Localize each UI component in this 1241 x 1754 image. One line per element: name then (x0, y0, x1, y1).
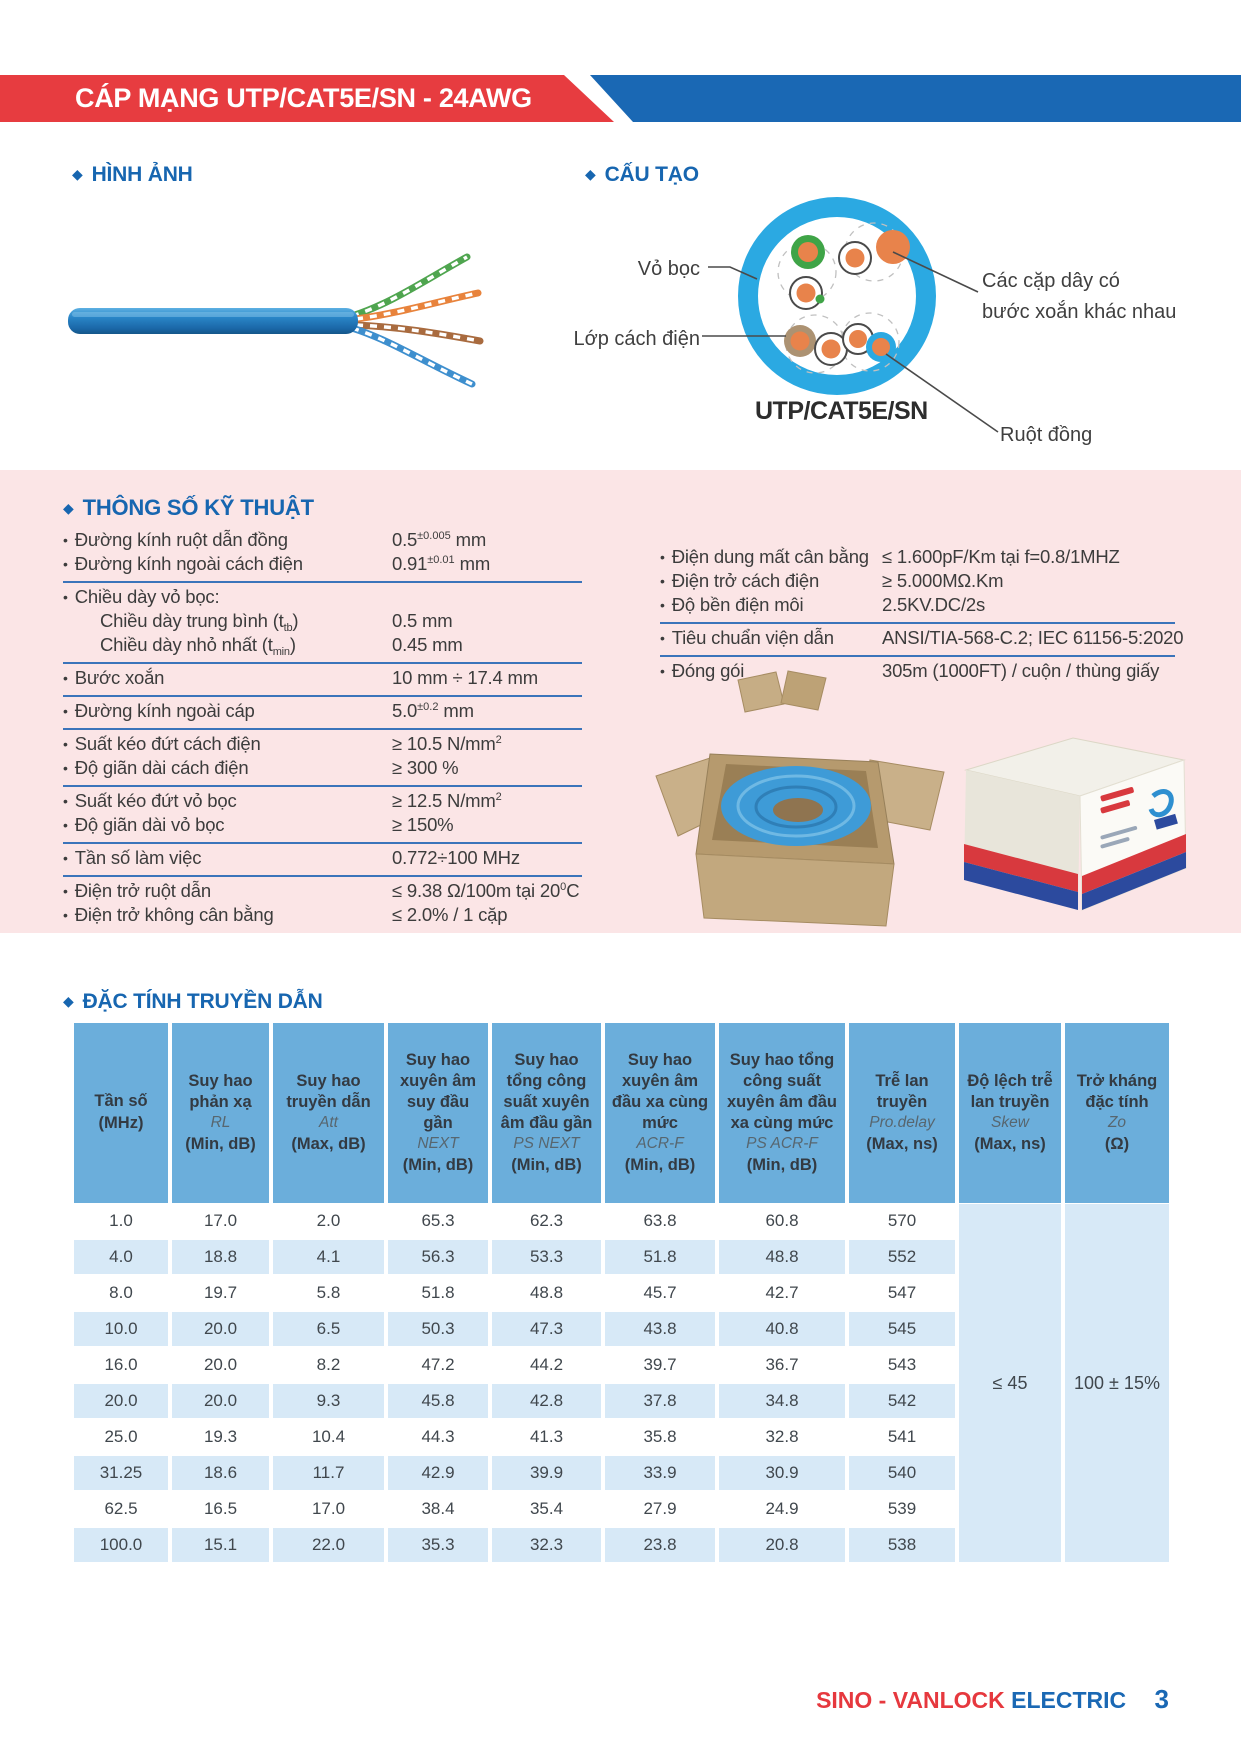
packaging-photos (648, 668, 1198, 930)
spec-row (63, 528, 582, 552)
spec-row (63, 699, 582, 723)
spec-value-superscript: 2 (495, 791, 502, 803)
spec-label: Độ giãn dài cách điện (74, 757, 249, 778)
spec-label: Điện trở ruột dẫn (74, 880, 211, 901)
spec-label: Điện dung mất cân bằng (671, 546, 869, 567)
spec-row (63, 552, 582, 576)
section-heading-image (72, 163, 193, 187)
spec-row (63, 789, 582, 813)
bullet-icon: • (660, 573, 665, 589)
structure-caption: UTP/CAT5E/SN (755, 397, 928, 425)
table-cell: 4.0 (74, 1240, 168, 1274)
column-subtitle: Skew (991, 1113, 1029, 1131)
table-cell: 48.8 (719, 1240, 845, 1274)
table-cell: 4.1 (273, 1240, 384, 1274)
spec-label: Điện trở không cân bằng (74, 904, 274, 925)
table-cell: 19.7 (203, 1283, 238, 1302)
table-cell: 16.0 (104, 1355, 138, 1374)
page-title: CÁP MẠNG UTP/CAT5E/SN - 24AWG (75, 83, 532, 113)
table-cell: 47.2 (421, 1355, 455, 1374)
label-jacket: Vỏ bọc (637, 258, 700, 280)
table-cell: 570 (887, 1211, 917, 1230)
table-cell: 10.4 (311, 1427, 346, 1446)
label-pairs (982, 266, 1176, 328)
column-title: Trễ lan truyền (875, 1071, 929, 1111)
table-cell: 38.4 (421, 1499, 455, 1518)
spec-group (63, 877, 582, 932)
table-cell: 100.0 (74, 1528, 168, 1562)
table-cell: 35.3 (388, 1528, 488, 1562)
spec-row (63, 813, 582, 837)
footer (816, 1684, 1169, 1715)
spec-group (63, 664, 582, 697)
table-cell: 10.0 (74, 1312, 168, 1346)
spec-label: Đường kính ruột dẫn đồng (74, 529, 288, 550)
column-unit: (Max, dB) (291, 1134, 366, 1153)
column-subtitle: ACR-F (636, 1134, 684, 1152)
bullet-icon: • (63, 850, 68, 866)
table-cell: 17.0 (311, 1499, 346, 1518)
spec-row (63, 666, 582, 690)
table-cell: 39.7 (643, 1355, 677, 1374)
page-number: 3 (1154, 1684, 1169, 1714)
table-cell: 1.0 (109, 1211, 133, 1230)
spec-value: ≥ 10.5 $N/mm^2$ (392, 733, 502, 754)
table-header-cell (849, 1023, 955, 1203)
table-cell: 15.1 (172, 1528, 269, 1562)
column-title: Suy hao xuyên âm đầu xa cùng mức (611, 1050, 709, 1132)
spec-label-subscript: min (272, 646, 290, 658)
diamond-icon: ◆ (72, 166, 83, 182)
column-subtitle: NEXT (417, 1134, 459, 1152)
spec-label: Bước xoắn (74, 667, 165, 688)
table-cell: 51.8 (421, 1283, 455, 1302)
spec-label: Tần số làm việc (74, 847, 202, 868)
section-heading-image-label: HÌNH ẢNH (91, 163, 193, 186)
spec-value: ≥ 5.000MΩ.Km (882, 570, 1004, 591)
table-cell: 48.8 (529, 1283, 564, 1302)
table-cell: 31.25 (74, 1456, 168, 1490)
section-heading-transmission-label: ĐẶC TÍNH TRUYỀN DẪN (82, 990, 323, 1013)
table-cell: 33.9 (605, 1456, 715, 1490)
label-copper: Ruột đồng (1000, 424, 1093, 446)
table-cell: 23.8 (605, 1528, 715, 1562)
spec-row (660, 569, 1175, 593)
banner-blue-ribbon (590, 75, 1241, 122)
column-title: Độ lệch trễ lan truyền (967, 1071, 1053, 1111)
spec-row (660, 593, 1175, 617)
spec-group (660, 624, 1184, 657)
column-unit: (MHz) (98, 1114, 144, 1133)
table-cell: 56.3 (388, 1240, 488, 1274)
skew-merged-cell: ≤ 45 (959, 1204, 1061, 1562)
table-cell: 30.9 (719, 1456, 845, 1490)
table-cell: 8.2 (316, 1355, 341, 1374)
table-header-cell (74, 1023, 168, 1203)
table-cell: 552 (849, 1240, 955, 1274)
structure-diagram (520, 180, 1200, 455)
transmission-table-body (74, 1204, 955, 1562)
label-pairs-line1: Các cặp dây có (982, 270, 1120, 292)
table-cell: 19.3 (203, 1427, 238, 1446)
section-heading-transmission (63, 990, 323, 1014)
spec-group (660, 543, 1175, 624)
spec-group (63, 844, 582, 877)
table-cell: 538 (849, 1528, 955, 1562)
spec-group (63, 730, 582, 787)
column-subtitle: Zo (1107, 1113, 1127, 1131)
bullet-icon: • (660, 630, 665, 646)
table-cell: 542 (849, 1384, 955, 1418)
table-cell: 40.8 (719, 1312, 845, 1346)
table-cell: 35.4 (529, 1499, 564, 1518)
cable-photo (60, 230, 500, 410)
table-cell: 32.3 (492, 1528, 601, 1562)
section-heading-specs (63, 495, 314, 521)
spec-label: Tiêu chuẩn viện dẫn (671, 627, 834, 648)
spec-label: Đóng gói (671, 660, 745, 681)
transmission-table-header (74, 1023, 1169, 1203)
diamond-icon: ◆ (585, 166, 596, 182)
bullet-icon: • (63, 907, 68, 923)
column-title: Suy hao tổng công suất xuyên âm đầu xa cùng mức (726, 1050, 838, 1132)
spec-row (63, 732, 582, 756)
cable-jacket (68, 308, 358, 334)
footer-brand-blue: ELECTRIC (1011, 1687, 1127, 1713)
table-cell: 11.7 (273, 1456, 384, 1490)
column-title: Suy hao xuyên âm suy đầu gần (399, 1050, 477, 1132)
spec-label: Chiều dày nhỏ nhất $(t_{min})$ (100, 634, 296, 658)
table-cell: 47.3 (492, 1312, 601, 1346)
table-header-cell (273, 1023, 384, 1203)
spec-value: $0.91^{\pm 0.01}$ mm (392, 553, 491, 574)
spec-value: ≤ 1.600pF/Km tại f=0.8/1MHZ (882, 546, 1120, 567)
table-cell: 20.0 (172, 1384, 269, 1418)
table-cell: 65.3 (421, 1211, 455, 1230)
column-title: Suy hao tổng công suất xuyên âm đầu gần (500, 1050, 593, 1132)
impedance-merged-cell: 100 ± 15% (1065, 1204, 1169, 1562)
table-cell: 42.8 (492, 1384, 601, 1418)
label-insulation: Lớp cách điện (573, 328, 700, 350)
table-cell: 6.5 (273, 1312, 384, 1346)
spec-value: 10 mm ÷ 17.4 mm (392, 667, 538, 688)
bullet-icon: • (63, 817, 68, 833)
spec-row (660, 545, 1175, 569)
spec-label: Độ bền điện môi (671, 594, 804, 615)
bullet-icon: • (660, 597, 665, 613)
table-cell: 17.0 (203, 1211, 238, 1230)
column-subtitle: Att (319, 1113, 338, 1131)
diamond-icon: ◆ (63, 993, 74, 1009)
bullet-icon: • (63, 670, 68, 686)
table-cell: 541 (887, 1427, 917, 1446)
table-cell: 32.8 (765, 1427, 799, 1446)
open-box-photo (656, 671, 944, 926)
spec-row (63, 633, 582, 657)
table-cell: 63.8 (643, 1211, 677, 1230)
table-cell: 39.9 (492, 1456, 601, 1490)
spec-group (63, 697, 582, 730)
spec-value-superscript: ±0.2 (417, 701, 439, 713)
column-title: Suy hao phản xạ (188, 1071, 253, 1111)
spec-value: ≤ 2.0% / 1 cặp (392, 904, 508, 925)
spec-label: Điện trở cách điện (671, 570, 820, 591)
spec-value: ANSI/TIA-568-C.2; IEC 61156-5:2020 (882, 627, 1184, 648)
spec-value: ≥ 12.5 $N/mm^2$ (392, 790, 502, 811)
table-cell: 53.3 (492, 1240, 601, 1274)
table-cell: 50.3 (388, 1312, 488, 1346)
column-subtitle: PS ACR-F (746, 1134, 818, 1152)
table-cell: 44.2 (529, 1355, 564, 1374)
table-header-cell (492, 1023, 601, 1203)
spec-label: Chiều dày trung bình $(t_{tb})$ (100, 610, 299, 634)
column-title: Suy hao truyền dẫn (286, 1071, 371, 1111)
column-unit: (Max, ns) (974, 1134, 1046, 1153)
spec-group (63, 787, 582, 844)
table-cell: 44.3 (421, 1427, 455, 1446)
table-cell: 62.3 (529, 1211, 564, 1230)
table-cell: 20.0 (74, 1384, 168, 1418)
spec-value-superscript: 2 (495, 734, 502, 746)
bullet-icon: • (63, 703, 68, 719)
spec-value: $5.0^{\pm 0.2}$ mm (392, 700, 474, 721)
table-cell: 45.8 (388, 1384, 488, 1418)
table-header-cell (719, 1023, 845, 1203)
bullet-icon: • (63, 736, 68, 752)
spec-value: 0.45 mm (392, 634, 463, 655)
bullet-icon: • (63, 760, 68, 776)
spec-row (63, 846, 582, 870)
table-cell: 2.0 (316, 1211, 341, 1230)
table-cell: 41.3 (529, 1427, 564, 1446)
section-heading-structure-label: CẤU TẠO (604, 163, 699, 186)
table-header-cell (1065, 1023, 1169, 1203)
table-cell: 24.9 (765, 1499, 799, 1518)
spec-value: 2.5KV.DC/2s (882, 594, 986, 615)
spec-value: $0.5^{\pm 0.005}$ mm (392, 529, 487, 550)
spec-value: ≥ 300 % (392, 757, 459, 778)
table-header-cell (959, 1023, 1061, 1203)
table-cell: 540 (849, 1456, 955, 1490)
column-subtitle: Pro.delay (869, 1113, 935, 1131)
spec-row (63, 756, 582, 780)
spec-label: Suất kéo đứt vỏ bọc (74, 790, 237, 811)
spec-value-superscript: 0 (560, 881, 567, 893)
table-cell: 60.8 (765, 1211, 799, 1230)
column-unit: (Min, dB) (746, 1155, 818, 1174)
table-header-cell (388, 1023, 488, 1203)
spec-value-superscript: ±0.005 (417, 530, 451, 542)
column-unit: (Min, dB) (624, 1155, 696, 1174)
column-subtitle: RL (210, 1113, 231, 1131)
table-cell: 539 (887, 1499, 917, 1518)
table-cell: 18.6 (172, 1456, 269, 1490)
spec-value: ≥ 150% (392, 814, 454, 835)
table-cell: 36.7 (765, 1355, 799, 1374)
column-subtitle: PS NEXT (513, 1134, 580, 1152)
column-unit: (Max, ns) (866, 1134, 938, 1153)
table-cell: 20.0 (172, 1312, 269, 1346)
table-cell: 27.9 (643, 1499, 677, 1518)
twisted-pairs (352, 257, 480, 384)
table-cell: 22.0 (273, 1528, 384, 1562)
bullet-icon: • (63, 883, 68, 899)
spec-label: Độ giãn dài vỏ bọc (74, 814, 225, 835)
specs-column-left (63, 526, 582, 932)
column-title: Trở kháng đặc tính (1076, 1071, 1158, 1111)
table-cell: 42.9 (388, 1456, 488, 1490)
table-cell: 9.3 (273, 1384, 384, 1418)
spec-value: 0.5 mm (392, 610, 453, 631)
spec-label: Đường kính ngoài cách điện (74, 553, 303, 574)
spec-row (63, 585, 582, 609)
table-cell: 16.5 (203, 1499, 238, 1518)
spec-value: 0.772÷100 MHz (392, 847, 520, 868)
table-cell: 5.8 (316, 1283, 341, 1302)
spec-label-subscript: tb (283, 622, 293, 634)
bullet-icon: • (63, 793, 68, 809)
bullet-icon: • (63, 589, 68, 605)
column-unit: (Ω) (1104, 1134, 1130, 1153)
table-cell: 20.0 (203, 1355, 238, 1374)
spec-row (63, 879, 582, 903)
spec-value: ≤ 9.38 Ω/100m tại $20^0C$ (392, 880, 580, 901)
spec-label: Suất kéo đứt cách điện (74, 733, 261, 754)
table-header-cell (605, 1023, 715, 1203)
bullet-icon: • (660, 549, 665, 565)
table-cell: 34.8 (719, 1384, 845, 1418)
diamond-icon: ◆ (63, 500, 74, 516)
table-cell: 51.8 (605, 1240, 715, 1274)
column-title: Tần số (94, 1092, 148, 1111)
table-cell: 8.0 (109, 1283, 133, 1302)
section-heading-specs-label: THÔNG SỐ KỸ THUẬT (82, 495, 314, 520)
spec-label: Chiều dày vỏ bọc: (74, 586, 220, 607)
specs-column-right (660, 543, 1184, 688)
table-cell: 547 (887, 1283, 917, 1302)
table-cell: 18.8 (172, 1240, 269, 1274)
spec-row (63, 903, 582, 927)
label-pairs-line2: bước xoắn khác nhau (982, 301, 1177, 323)
table-cell: 37.8 (605, 1384, 715, 1418)
column-unit: (Min, dB) (511, 1155, 582, 1174)
table-cell: 62.5 (104, 1499, 138, 1518)
spec-label: Đường kính ngoài cáp (74, 700, 255, 721)
table-cell: 25.0 (104, 1427, 138, 1446)
table-cell: 35.8 (643, 1427, 677, 1446)
spec-value-superscript: ±0.01 (427, 554, 455, 566)
footer-brand-red: SINO - VANLOCK (816, 1687, 1005, 1713)
table-cell: 42.7 (765, 1283, 799, 1302)
table-cell: 45.7 (643, 1283, 677, 1302)
table-cell: 20.8 (719, 1528, 845, 1562)
column-unit: (Min, dB) (185, 1134, 256, 1153)
bullet-icon: • (660, 663, 665, 679)
spec-value: 305m (1000FT) / cuộn / thùng giấy (882, 660, 1160, 681)
table-cell: 43.8 (605, 1312, 715, 1346)
bullet-icon: • (63, 556, 68, 572)
table-cell: 545 (849, 1312, 955, 1346)
spec-row (63, 609, 582, 633)
column-unit: (Min, dB) (402, 1155, 474, 1174)
bullet-icon: • (63, 532, 68, 548)
carton-photo (964, 738, 1186, 910)
spec-row (660, 626, 1184, 650)
spec-group (63, 526, 582, 583)
spec-group (63, 583, 582, 664)
table-cell: 543 (887, 1355, 917, 1374)
table-header-cell (172, 1023, 269, 1203)
